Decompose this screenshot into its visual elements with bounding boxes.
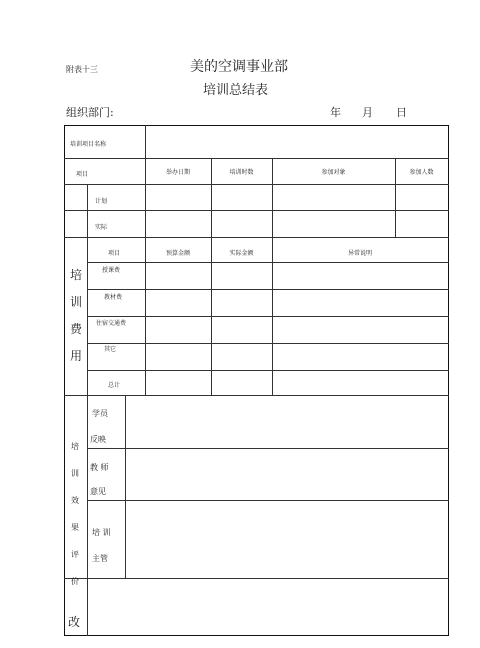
cost-actual-header: 实际金额 <box>229 250 254 257</box>
cost-row-lodging: 住宿交通费 <box>96 320 127 327</box>
col-hours: 培训时数 <box>229 169 254 176</box>
col-date: 举办日期 <box>165 169 190 176</box>
cost-row-other: 其它 <box>104 346 117 353</box>
org-department-label: 组织部门: <box>66 106 114 119</box>
col-count: 参加人数 <box>409 169 434 176</box>
cost-row-total: 总计 <box>108 382 121 389</box>
eval-trainee-label-2: 反映 <box>90 435 106 444</box>
cost-row-lecture: 授课费 <box>102 267 121 274</box>
day-label: 日 <box>396 106 407 119</box>
month-label: 月 <box>362 106 373 119</box>
project-name-label: 培训项目名称 <box>70 141 107 148</box>
cost-item-header: 项目 <box>108 250 121 257</box>
cost-note-header: 异常说明 <box>347 250 372 257</box>
department-title: 美的空调事业部 <box>190 59 288 75</box>
project-name-field[interactable] <box>146 126 448 158</box>
eval-section-label: 培训效果评价 <box>71 442 79 586</box>
cost-section-label: 培训费用 <box>70 268 83 363</box>
col-participants: 参加对象 <box>321 169 346 176</box>
eval-teacher-label-2: 意见 <box>90 487 106 496</box>
eval-trainee-label-1: 学员 <box>92 409 108 418</box>
appendix-label: 附表十三 <box>66 65 98 74</box>
cost-row-materials: 教材费 <box>104 294 123 301</box>
cost-budget-header: 预算金额 <box>165 250 190 257</box>
eval-teacher-label-1: 教 师 <box>90 463 109 472</box>
year-label: 年 <box>330 106 341 119</box>
row-plan-label: 计划 <box>95 198 108 205</box>
eval-supervisor-label-2: 主管 <box>92 554 108 563</box>
eval-supervisor-label-1: 培 训 <box>92 528 111 537</box>
row-actual-label: 实际 <box>95 224 108 231</box>
improve-label: 改 <box>68 615 81 629</box>
item-label: 项目 <box>76 171 89 178</box>
form-title: 培训总结表 <box>203 83 269 98</box>
